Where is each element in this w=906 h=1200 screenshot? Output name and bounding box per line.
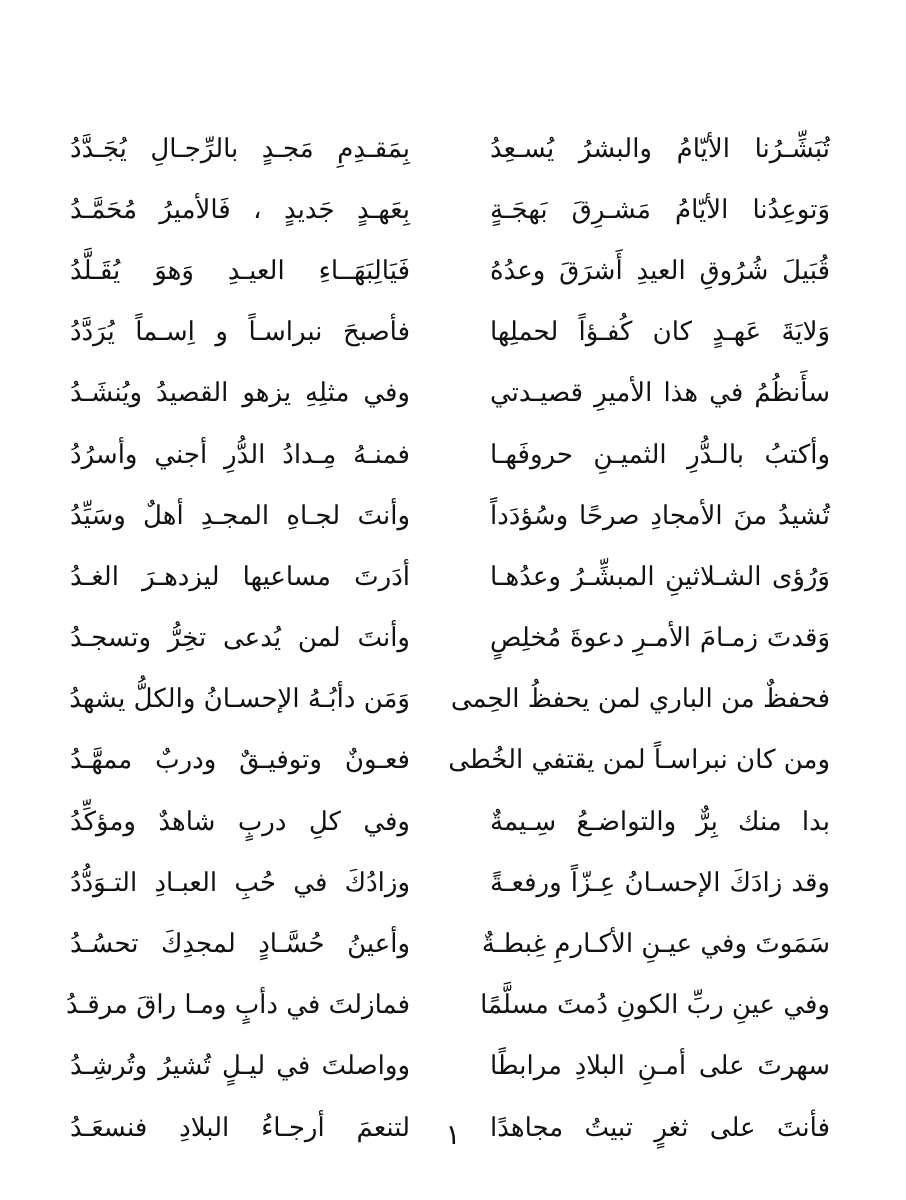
verse-right-hemistich: وَتوعِدُنا الأيّامُ مَشـرِقَ بَهجَـةٍ (490, 194, 830, 225)
verse-right-hemistich: ومن كان نبراسـاً لمن يقتفي الخُطى (448, 745, 830, 776)
verse (70, 240, 830, 301)
verse-left-hemistich: فمنـهُ مِـدادُ الدُّرِ أجني وأسرُدُ (70, 439, 410, 470)
verse-right-hemistich: تُشيدُ منَ الأمجادِ صرحًا وسُؤدَداً (490, 500, 830, 531)
verse-right-hemistich: سأَنظُمُ في هذا الأميرِ قصيـدتي (490, 378, 830, 409)
page-number: ١ (445, 1118, 461, 1151)
verse-right-hemistich: فأنتَ على ثغرٍ تبيتُ مجاهدًا (490, 1112, 830, 1143)
verse-right-hemistich: تُبَشِّـرُنا الأيّامُ والبشرُ يُسـعِدُ (490, 133, 830, 164)
verse-left-hemistich: وأعينُ حُسَّـادٍ لمجدِكَ تحسُـدُ (70, 929, 410, 960)
verse (70, 791, 830, 852)
verse (65, 975, 830, 1036)
verse-right-hemistich: سهرتَ على أمـنِ البلادِ مرابطًا (490, 1051, 830, 1082)
verse-right-hemistich: وفي عينِ ربِّ الكونِ دُمتَ مسلَّمًا (480, 990, 830, 1021)
verse-left-hemistich: فَيَالِبَهَــاءِ العيـدِ وَهوَ يُقَـلَّدُ (70, 255, 410, 286)
verse-left-hemistich: بِعَهـدٍ جَديدٍ ، فَالأميرُ مُحَمَّـدُ (70, 194, 410, 225)
verse-left-hemistich: بِمَقـدِمِ مَجـدٍ بالرِّجـالِ يُجَـدَّدُ (70, 133, 410, 164)
verse (70, 608, 830, 669)
verse-right-hemistich: بدا منك بِرٌّ والتواضـعُ سِـيمةٌ (490, 806, 830, 837)
verse (70, 730, 830, 791)
verse-left-hemistich: وزادُكَ في حُبِ العبـادِ التـوَدُّدُ (70, 867, 410, 898)
verse-left-hemistich: وواصلتَ في ليـلٍ تُشيرُ وتُرشِـدُ (70, 1051, 410, 1082)
verse-left-hemistich: وأنتَ لمن يُدعى تخِرُّ وتسجـدُ (70, 623, 410, 654)
verse-right-hemistich: وَرُؤى الشـلاثينِ المبشِّـرُ وعدُهـا (490, 561, 830, 592)
verse-left-hemistich: وفي مثلِهِ يزهو القصيدُ ويُنشَـدُ (70, 378, 410, 409)
verse (70, 302, 830, 363)
verse (70, 546, 830, 607)
verse-left-hemistich: وأنتَ لجـاهِ المجـدِ أهلٌ وسَيِّدُ (70, 500, 410, 531)
poem (65, 118, 830, 1158)
verse-left-hemistich: لتنعمَ أرجـاءُ البلادِ فنسعَـدُ (70, 1112, 410, 1143)
verse-right-hemistich: وَقدتَ زمـامَ الأمـرِ دعوةَ مُخلِصٍ (490, 623, 830, 654)
verse (70, 852, 830, 913)
verse-left-hemistich: أدَرتَ مساعيها ليزدهـرَ الغـدُ (70, 561, 410, 592)
verse (70, 913, 830, 974)
verse (70, 485, 830, 546)
verse-right-hemistich: وأكتبُ بالـدُّرِ الثميـنِ حروفَهـا (490, 439, 830, 470)
verse-right-hemistich: قُبَيلَ شُرُوقِ العيدِ أَشرَقَ وعدُهُ (490, 255, 830, 286)
verse-right-hemistich: فحفظٌ من الباري لمن يحفظُ الحِمى (450, 684, 830, 715)
verse-left-hemistich: وفي كلِ دربٍ شاهدٌ ومؤكِّدُ (70, 806, 410, 837)
verse (70, 669, 830, 730)
verse (70, 363, 830, 424)
verse (70, 179, 830, 240)
verse (70, 118, 830, 179)
verse-left-hemistich: فعـونٌ وتوفيـقٌ ودربٌ ممهَّـدُ (70, 745, 410, 776)
verse-right-hemistich: وقد زادَكَ الإحسـانُ عِـزّاً ورفعـةً (490, 867, 830, 898)
verse (70, 424, 830, 485)
verse-left-hemistich: وَمَن دأبُـهُ الإحسـانُ والكلُّ يشهدُ (69, 684, 410, 715)
verse-left-hemistich: فمازلتَ في دأبٍ ومـا راقَ مرقـدُ (65, 990, 410, 1021)
verse (70, 1036, 830, 1097)
verse-left-hemistich: فأصبحَ نبراسـاً و اِسـماً يُرَدَّدُ (70, 317, 410, 348)
verse-right-hemistich: وَلايَةَ عَهـدٍ كان كُفـؤاً لحملِها (490, 317, 830, 348)
verse-right-hemistich: سَمَوتَ وفي عيـنِ الأكـارمِ غِبطـةٌ (481, 929, 830, 960)
